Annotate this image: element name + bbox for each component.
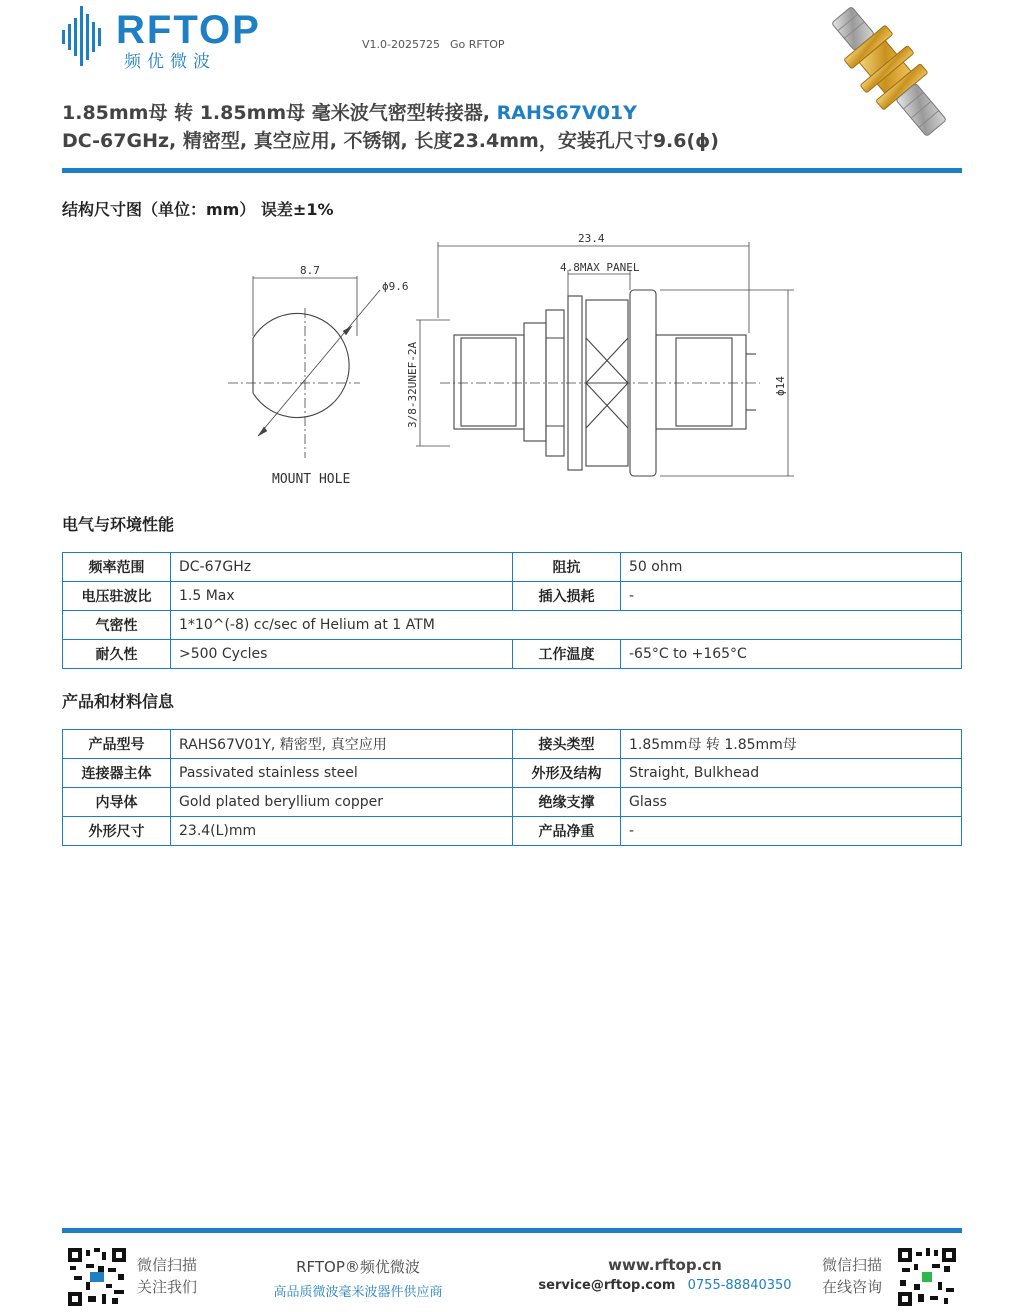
spec-key: 频率范围: [63, 553, 171, 582]
spec-value: -: [621, 582, 962, 611]
spec-key: 接头类型: [513, 730, 621, 759]
spec-value: Straight, Bulkhead: [621, 759, 962, 788]
footer-contact-block: [534, 1256, 796, 1293]
mount-hole-label: MOUNT HOLE: [272, 472, 351, 487]
footer-brand: RFTOP®频优微波: [296, 1258, 420, 1276]
footer-divider: [62, 1228, 962, 1233]
part-number: RAHS67V01Y: [496, 102, 637, 124]
footer-left-line2: 关注我们: [137, 1278, 198, 1296]
footer-website-link[interactable]: www.rftop.cn: [608, 1256, 722, 1274]
product-photo: [822, 4, 967, 154]
spec-value: 50 ohm: [621, 553, 962, 582]
spec-key: 阻抗: [513, 553, 621, 582]
spec-key: 绝缘支撑: [513, 788, 621, 817]
footer-brand-block: [258, 1256, 458, 1300]
spec-key: 外形尺寸: [63, 817, 171, 846]
dim-panel: 4.8MAX PANEL: [560, 261, 640, 274]
logo-wave-icon: [62, 6, 112, 66]
spec-value: 1.5 Max: [171, 582, 513, 611]
dim-hole-diameter: ϕ9.6: [382, 280, 409, 293]
spec-value: 1*10^(-8) cc/sec of Helium at 1 ATM: [171, 611, 962, 640]
product-title-line1: [62, 98, 637, 125]
rftop-logo: [62, 4, 272, 74]
spec-value: RAHS67V01Y, 精密型, 真空应用: [171, 730, 513, 759]
spec-key: 电压驻波比: [63, 582, 171, 611]
table-row: [63, 611, 962, 640]
mount-hole-outline: [253, 314, 349, 418]
footer-right-text: [822, 1254, 882, 1298]
footer-left-line1: 微信扫描: [137, 1256, 198, 1274]
footer-right-line2: 在线咨询: [822, 1278, 883, 1296]
spec-key: 产品净重: [513, 817, 621, 846]
spec-key: 外形及结构: [513, 759, 621, 788]
wechat-follow-qr-icon[interactable]: [68, 1248, 126, 1306]
spec-value: >500 Cycles: [171, 640, 513, 669]
logo-subtitle: 频优微波: [124, 52, 216, 72]
footer-email-link[interactable]: service@rftop.com: [538, 1278, 676, 1293]
header-divider: [62, 168, 962, 173]
materials-table: [62, 729, 962, 846]
spec-key: 耐久性: [63, 640, 171, 669]
spec-value: DC-67GHz: [171, 553, 513, 582]
dim-total-length: 23.4: [578, 232, 605, 245]
table-row: [63, 553, 962, 582]
spec-key: 内导体: [63, 788, 171, 817]
table-row: [63, 730, 962, 759]
footer-left-text: [137, 1254, 197, 1298]
product-title-line2: DC-67GHz, 精密型, 真空应用, 不锈钢, 长度23.4mm，安装孔尺寸9.6(ϕ): [62, 130, 719, 152]
table-row: [63, 640, 962, 669]
table-row: [63, 817, 962, 846]
table-row: [63, 788, 962, 817]
dim-flange-diameter: ϕ14: [774, 376, 787, 396]
spec-key: 工作温度: [513, 640, 621, 669]
table-row: [63, 582, 962, 611]
version-number: V1.0-2025725: [362, 38, 440, 51]
dimension-drawing: [220, 228, 810, 498]
spec-value: 1.85mm母 转 1.85mm母: [621, 730, 962, 759]
spec-key: 连接器主体: [63, 759, 171, 788]
brand-tag: Go RFTOP: [449, 38, 505, 51]
materials-heading: 产品和材料信息: [62, 692, 175, 711]
spec-value: Glass: [621, 788, 962, 817]
spec-value: -65°C to +165°C: [621, 640, 962, 669]
spec-value: 23.4(L)mm: [171, 817, 513, 846]
spec-value: Gold plated beryllium copper: [171, 788, 513, 817]
spec-value: -: [621, 817, 962, 846]
dim-flat: 8.7: [300, 264, 320, 277]
dim-thread: 3/8-32UNEF-2A: [406, 341, 419, 428]
footer-phone: 0755-88840350: [687, 1278, 792, 1293]
electrical-table: [62, 552, 962, 669]
logo-text: RFTOP: [116, 8, 261, 52]
spec-key: 插入损耗: [513, 582, 621, 611]
spec-key: 气密性: [63, 611, 171, 640]
drawing-heading: 结构尺寸图（单位：mm） 误差±1%: [62, 200, 334, 219]
version-info: [362, 38, 505, 51]
spec-key: 产品型号: [63, 730, 171, 759]
spec-value: Passivated stainless steel: [171, 759, 513, 788]
footer-slogan: 高品质微波毫米波器件供应商: [273, 1285, 443, 1300]
title-text: 1.85mm母 转 1.85mm母 毫米波气密型转接器,: [62, 102, 497, 124]
wechat-consult-qr-icon[interactable]: [898, 1248, 956, 1306]
footer-right-line1: 微信扫描: [822, 1256, 883, 1274]
electrical-heading: 电气与环境性能: [62, 515, 175, 534]
table-row: [63, 759, 962, 788]
